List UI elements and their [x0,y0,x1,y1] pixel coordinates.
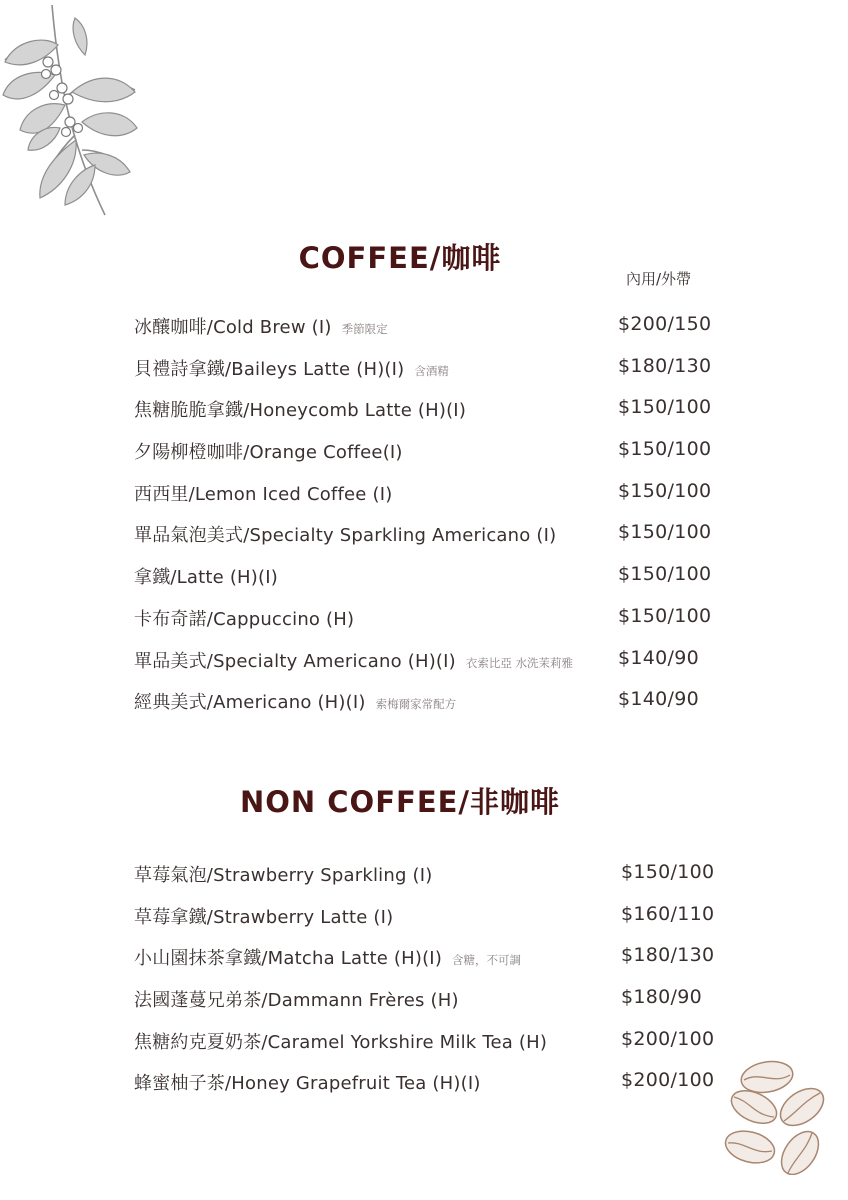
item-name: 貝禮詩拿鐵/Baileys Latte (H)(I) 含酒精 [134,358,449,380]
menu-item [134,521,754,563]
item-name: 蜂蜜柚子茶/Honey Grapefruit Tea (H)(I) [134,1073,481,1095]
item-note: 含糖，不可調 [452,953,522,968]
coffee-beans-icon [722,1055,832,1175]
item-price: $200/100 [621,1027,715,1050]
item-name: 小山園抹茶拿鐵/Matcha Latte (H)(I) 含糖，不可調 [134,948,522,970]
item-price: $180/130 [621,944,715,967]
menu-item [134,396,754,438]
item-note: 含酒精 [414,363,449,378]
item-price: $150/100 [618,438,712,461]
item-name: 拿鐵/Latte (H)(I) [134,567,278,589]
menu-item [134,1028,754,1070]
item-note: 衣索比亞 水洗茉莉雅 [465,655,574,670]
coffee-branch-icon [0,0,150,220]
item-name: 冰釀咖啡/Cold Brew (I) 季節限定 [134,317,388,338]
item-name: 焦糖約克夏奶茶/Caramel Yorkshire Milk Tea (H) [134,1031,548,1053]
item-price: $150/100 [618,563,712,586]
item-note: 索梅爾家常配方 [375,697,457,712]
menu-item [134,563,754,605]
item-price: $200/100 [621,1069,715,1092]
item-name: 西西里/Lemon Iced Coffee (I) [134,483,393,505]
item-name: 單品氣泡美式/Specialty Sparkling Americano (I) [134,525,557,547]
item-name: 單品美式/Specialty Americano (H)(I) 衣索比亞 水洗茉莉雅 [134,650,574,672]
coffee-menu-list [134,313,754,730]
menu-item [134,355,754,397]
menu-item [134,688,754,730]
item-price: $150/100 [621,861,715,883]
item-name: 法國蓬蔓兄弟茶/Dammann Frères (H) [134,990,459,1012]
item-price: $150/100 [618,604,712,627]
menu-item [134,480,754,522]
menu-item [134,861,754,903]
item-name: 夕陽柳橙咖啡/Orange Coffee(I) [134,442,403,464]
item-name: 卡布奇諾/Cappuccino (H) [134,608,355,630]
item-note: 季節限定 [341,322,388,336]
item-price: $180/90 [621,986,703,1009]
item-price: $160/110 [621,902,715,925]
menu-item [134,438,754,480]
coffee-section-title: COFFEE/咖啡 [298,241,502,275]
menu-item [134,313,754,355]
dine-in-takeout-header: 內用/外帶 [626,270,692,288]
menu-item [134,647,754,689]
menu-item [134,1069,754,1111]
item-price: $150/100 [618,479,712,502]
item-name: 焦糖脆脆拿鐵/Honeycomb Latte (H)(I) [134,400,467,422]
non-coffee-section-title: NON COFFEE/非咖啡 [239,785,561,819]
menu-item [134,605,754,647]
item-price: $140/90 [618,646,700,669]
non-coffee-menu-list [134,861,754,1111]
item-price: $200/150 [618,313,712,335]
item-price: $180/130 [618,354,712,377]
menu-item [134,903,754,945]
item-name: 草莓拿鐵/Strawberry Latte (I) [134,906,394,928]
menu-item [134,944,754,986]
item-price: $150/100 [618,396,712,419]
item-price: $140/90 [618,688,700,711]
item-name: 經典美式/Americano (H)(I) 索梅爾家常配方 [134,692,457,714]
item-name: 草莓氣泡/Strawberry Sparkling (I) [134,865,433,886]
item-price: $150/100 [618,521,712,544]
menu-item [134,986,754,1028]
